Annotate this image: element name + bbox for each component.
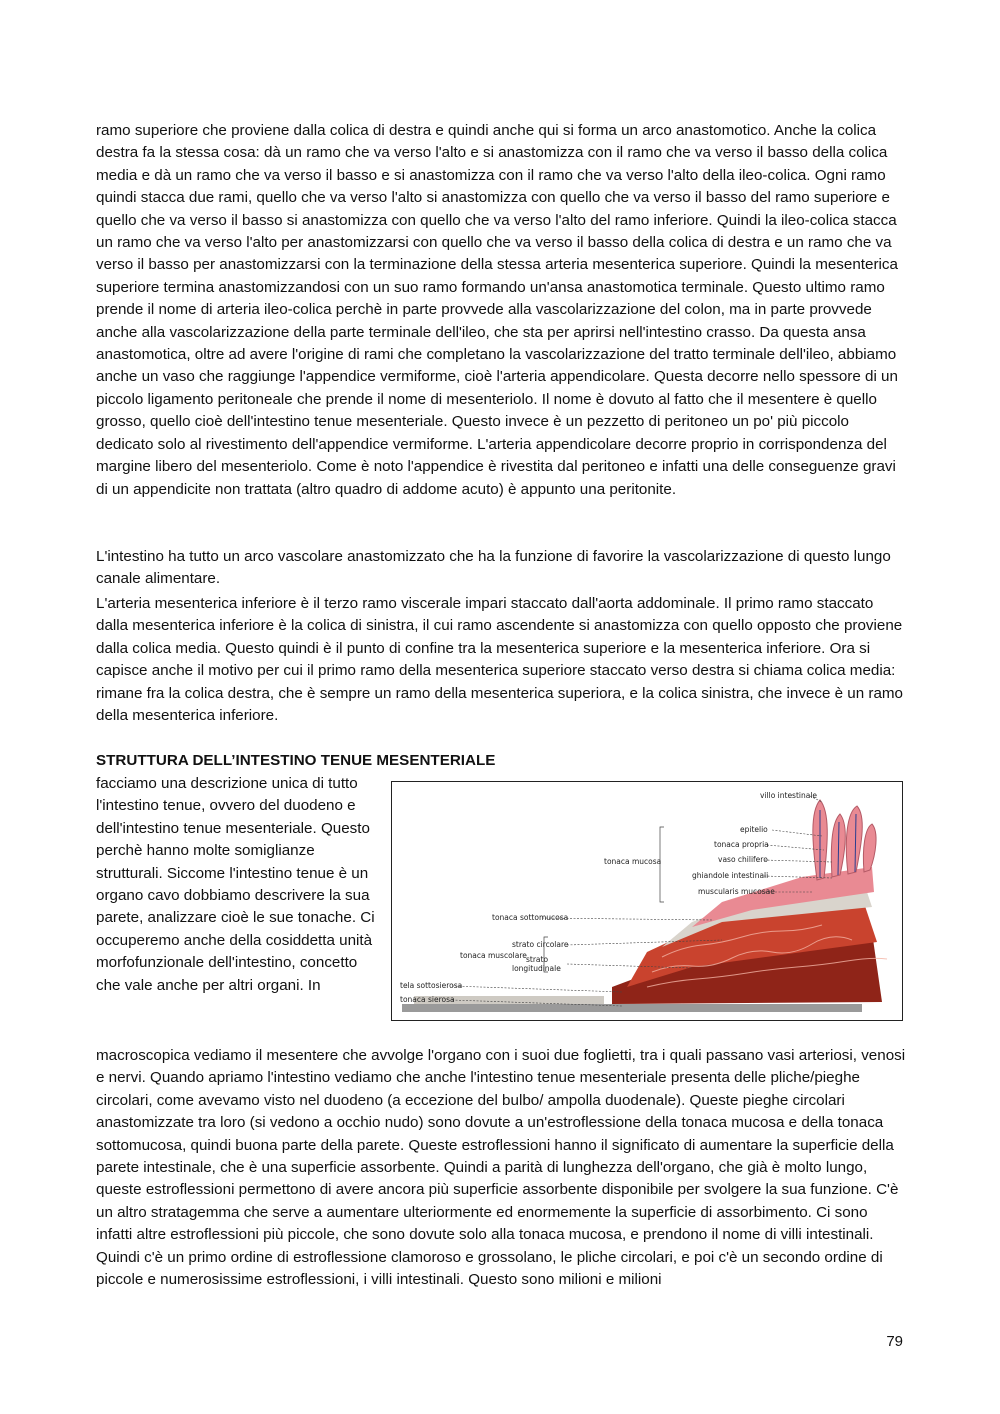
label-strato-longitudinale-2: longitudinale — [512, 964, 561, 973]
intestinal-wall-figure — [391, 781, 903, 1021]
label-tonaca-mucosa: tonaca mucosa — [604, 857, 662, 866]
body-paragraph-4: facciamo una descrizione unica di tutto l'intestino tenue, ovvero del duodeno e dell'intestino tenue mesenteriale. Questo perchè hanno molte somiglianze strutturali. Siccome l'intestino tenue è un organo cavo dobbiamo descrivere la sua parete, analizzare cioè le sue tonache. Ci occuperemo anche della cosiddetta unità morfofunzionale dell'intestino, concetto che vale anche per altri organi. In — [96, 775, 375, 994]
body-paragraph-3: L'arteria mesenterica inferiore è il terzo ramo viscerale impari staccato dall'aorta addominale. Il primo ramo staccato dalla mesenterica inferiore è la colica di sinistra, il cui ramo ascendente si anastomizza con quello opposto che proviene dalla colica media. Questo quindi è il punto di confine tra la mesenterica superiore e la mesenterica inferiore. Ora si capisce anche il motivo per cui il primo ramo della mesenterica superiore staccato verso destra si chiama colica media: rimane fra la colica destra, che è sempre un ramo della mesenterica superiora, e la colica sinistra, che invece è un ramo della mesenterica inferiore. — [96, 595, 904, 725]
label-vaso-chilifero: vaso chilifero — [718, 855, 768, 864]
label-tela-sottosierosa: tela sottosierosa — [400, 981, 463, 990]
label-tonaca-muscolare: tonaca muscolare — [460, 951, 527, 960]
label-tonaca-sottomucosa: tonaca sottomucosa — [492, 913, 569, 922]
label-ghiandole-intestinali: ghiandole intestinali — [692, 871, 769, 880]
label-villo-intestinale: villo intestinale — [760, 791, 818, 800]
label-epitelio: epitelio — [740, 825, 768, 834]
label-tonaca-sierosa: tonaca sierosa — [400, 995, 455, 1004]
serosa-layer — [402, 1004, 862, 1012]
label-muscularis-mucosae: muscularis mucosae — [698, 887, 775, 896]
intestinal-wall-illustration — [392, 782, 902, 1020]
label-strato-longitudinale-1: strato — [526, 955, 549, 964]
label-strato-circolare: strato circolare — [512, 940, 569, 949]
section-heading: STRUTTURA DELL’INTESTINO TENUE MESENTERIALE — [96, 752, 496, 769]
label-tonaca-propria: tonaca propria — [714, 840, 769, 849]
body-paragraph-5: macroscopica vediamo il mesentere che avvolge l'organo con i suoi due foglietti, tra i quali passano vasi arteriosi, venosi e nervi. Quando apriamo l'intestino vediamo che anche l'intestino tenue mesenteriale presenta delle pliche/pieghe circolari, come avevamo visto nel duodeno (a eccezione del bulbo/ ampolla duodenale). Queste pieghe circolari anastomizzate tra loro (si vedono a occhio nudo) sono dovute a un'estroflessione della tonaca mucosa e della tonaca sottomucosa, quindi buona parte della parete. Queste estroflessioni hanno il significato di aumentare la superficie della parete intestinale, che è una superficie assorbente. Quindi a parità di lunghezza dell'organo, che già è molto lungo, queste estroflessioni permettono di avere ancora più superficie assorbente disponibile per svolgere la sua funzione. C'è un altro stratagemma che serve a aumentare ulteriormente ed enormemente la superficie di assorbimento. Ci sono infatti altre estroflessioni più piccole, che sono dovute solo alla tonaca mucosa, e prendono il nome di villi intestinali. Quindi c'è un primo ordine di estroflessione clamoroso e grossolano, le pliche circolari, e poi c'è un secondo ordine di piccole e numerosissime estroflessioni, i villi intestinali. Questo sono milioni e milioni — [96, 1047, 906, 1289]
page-number: 79 — [886, 1333, 903, 1350]
body-paragraph-1: ramo superiore che proviene dalla colica di destra e quindi anche qui si forma un arco anastomotico. Anche la colica destra fa la stessa cosa: dà un ramo che va verso l'alto e si anastomizza con il ramo che va verso il basso della colica media e dà un ramo che va verso il basso e si anastomizza con il ramo che va verso l'alto della ileo-colica. Ogni ramo quindi stacca due rami, quello che va verso l'alto si anastomizza con quello che va verso il basso del ramo superiore e quello che va verso il basso si anastomizza con quello che va verso l'alto del ramo inferiore. Quindi la ileo-colica stacca un ramo che va verso l'alto per anastomizzarsi con quello che va verso il basso della colica di destra e un ramo che va verso il basso per anastomizzarsi con la terminazione della stessa arteria mesenterica superiore. Quindi la mesenterica superiore termina anastomizzandosi con un suo ramo formando un'ansa anastomotica terminale. Questo ultimo ramo prende il nome di arteria ileo-colica perchè in parte provvede alla vascolarizzazione del colon, ma in parte provvede anche alla vascolarizzazione della parte terminale dell'ileo, che sta per aprirsi nell'intestino crasso. Da questa ansa anastomotica, oltre ad avere l'origine di rami che completano la vascolarizzazione del tratto terminale dell'ileo, abbiamo anche un vaso che raggiunge l'appendice vermiforme, cioè l'arteria appendicolare. Questa decorre nello spessore di un piccolo ligamento peritoneale che prende il nome di mesenteriolo. Il nome è dovuto al fatto che il mesentere è quello grosso, quello cioè dell'intestino tenue mesenteriale. Questo invece è un pezzetto di peritoneo un po' più piccolo dedicato solo al rivestimento dell'appendice vermiforme. L'arteria appendicolare decorre proprio in corrispondenza del margine libero del mesenteriolo. Come è noto l'appendice è rivestita dal peritoneo e infatti una delle conseguenze gravi di un appendicite non trattata (altro quadro di addome acuto) è appunto una peritonite. — [96, 122, 898, 498]
body-paragraph-2: L'intestino ha tutto un arco vascolare anastomizzato che ha la funzione di favorire la vascolarizzazione di questo lungo canale alimentare. — [96, 548, 891, 588]
